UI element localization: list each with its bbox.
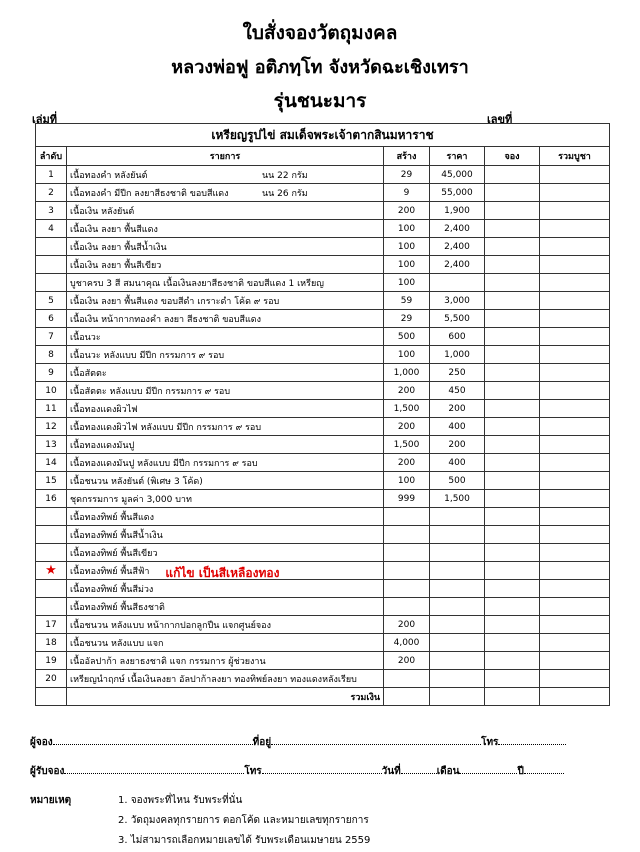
- price: 600: [430, 328, 485, 346]
- price: 45,000: [430, 166, 485, 184]
- reserve-cell[interactable]: [485, 652, 540, 670]
- table-row: [36, 418, 610, 436]
- item-description-cell: [67, 454, 384, 472]
- total-cell[interactable]: [540, 364, 610, 382]
- column-header-total: รวมบูชา: [540, 147, 610, 166]
- receiver-label: ผู้รับจอง: [30, 766, 65, 777]
- reserve-cell[interactable]: [485, 436, 540, 454]
- price: [430, 274, 485, 292]
- reserve-cell[interactable]: [485, 328, 540, 346]
- table-row: [36, 616, 610, 634]
- price: [430, 616, 485, 634]
- item-description: เหรียญนำฤกษ์ เนื้อเงินลงยา อัลปาก้าลงยา ทองทิพย์ลงยา ทองแดงหลังเรียบ: [70, 674, 357, 685]
- order-table: [35, 123, 610, 706]
- item-description-cell: [67, 634, 384, 652]
- quantity-created: 100: [384, 256, 430, 274]
- price: [430, 562, 485, 580]
- reserve-cell[interactable]: [485, 634, 540, 652]
- total-cell[interactable]: [540, 328, 610, 346]
- item-description-cell: [67, 166, 384, 184]
- quantity-created: 1,000: [384, 364, 430, 382]
- notes-label: หมายเหตุ: [30, 795, 72, 806]
- item-description: เนื้อชนวน หลังแบบ หน้ากากปอกลูกปืน แจกศูนย์จอง: [70, 620, 271, 631]
- table-row: [36, 202, 610, 220]
- table-row: [36, 490, 610, 508]
- table-row: [36, 562, 610, 580]
- reserve-cell[interactable]: [485, 184, 540, 202]
- total-amount-cell[interactable]: [540, 688, 610, 706]
- item-description: เนื้อทองทิพย์ พื้นสีแดง: [70, 512, 154, 523]
- table-row: [36, 166, 610, 184]
- form-subtitle: หลวงพ่อฟู อติภทฺโท จังหวัดฉะเชิงเทรา: [171, 57, 469, 78]
- item-description-cell: [67, 256, 384, 274]
- quantity-created: 200: [384, 652, 430, 670]
- quantity-created: 29: [384, 310, 430, 328]
- item-description: เนื้อนวะ: [70, 332, 101, 343]
- item-description-cell: [67, 544, 384, 562]
- row-number: 3: [36, 202, 67, 220]
- item-description: เนื้อทองทิพย์ พื้นสีเขียว: [70, 548, 158, 559]
- quantity-created: 200: [384, 382, 430, 400]
- table-row: [36, 670, 610, 688]
- item-description-cell: [67, 670, 384, 688]
- row-number: 8: [36, 346, 67, 364]
- row-number: 4: [36, 220, 67, 238]
- total-cell[interactable]: [540, 616, 610, 634]
- item-description: เนื้อทองแดงผิวไฟ: [70, 404, 138, 415]
- item-description: เนื้อทองทิพย์ พื้นสีน้ำเงิน: [70, 530, 163, 541]
- serial-number-label: เลขที่: [487, 113, 513, 126]
- phone-field[interactable]: [498, 735, 566, 745]
- quantity-created: [384, 508, 430, 526]
- quantity-created: [384, 562, 430, 580]
- item-description: เนื้อทองแดงมันปู หลังแบบ มีปีก กรรมการ ๙ รอบ: [70, 458, 258, 469]
- row-number: 6: [36, 310, 67, 328]
- item-description-cell: [67, 274, 384, 292]
- item-description-cell: [67, 346, 384, 364]
- booker-field[interactable]: [53, 735, 253, 745]
- reserve-cell[interactable]: [485, 616, 540, 634]
- quantity-created: 500: [384, 328, 430, 346]
- reserve-cell[interactable]: [485, 418, 540, 436]
- total-cell[interactable]: [540, 346, 610, 364]
- table-row: [36, 454, 610, 472]
- total-cell[interactable]: [540, 400, 610, 418]
- table-row: [36, 310, 610, 328]
- price: 2,400: [430, 238, 485, 256]
- item-description: เนื้อเงิน ลงยา พื้นสีน้ำเงิน: [70, 242, 167, 253]
- price: 500: [430, 472, 485, 490]
- item-description: เนื้อทองคำ มีปีก ลงยาสีธงชาติ ขอบสีแดง: [70, 188, 229, 199]
- table-row: [36, 508, 610, 526]
- year-field[interactable]: [524, 764, 564, 774]
- item-weight: นน 26 กรัม: [262, 188, 308, 199]
- reserve-cell[interactable]: [485, 670, 540, 688]
- price: [430, 544, 485, 562]
- quantity-created: 100: [384, 274, 430, 292]
- table-row: [36, 274, 610, 292]
- table-row: [36, 346, 610, 364]
- item-description-cell: [67, 220, 384, 238]
- item-description-cell: [67, 562, 384, 580]
- total-cell[interactable]: [540, 166, 610, 184]
- reserve-cell[interactable]: [485, 508, 540, 526]
- table-row: [36, 184, 610, 202]
- item-description-cell: [67, 652, 384, 670]
- item-description: เนื้ออัลปาก้า ลงยาธงชาติ แจก กรรมการ ผู้ช่วยงาน: [70, 656, 266, 667]
- month-label: เดือน: [436, 766, 460, 777]
- reserve-cell[interactable]: [485, 238, 540, 256]
- total-cell[interactable]: [540, 310, 610, 328]
- price: 5,500: [430, 310, 485, 328]
- price: 1,900: [430, 202, 485, 220]
- price: [430, 580, 485, 598]
- quantity-created: 100: [384, 238, 430, 256]
- table-row: [36, 598, 610, 616]
- item-description-cell: [67, 472, 384, 490]
- total-cell[interactable]: [540, 418, 610, 436]
- year-label: ปี: [517, 766, 524, 777]
- total-cell[interactable]: [540, 472, 610, 490]
- quantity-created: 200: [384, 418, 430, 436]
- series-name: รุ่นชนะมาร: [273, 90, 367, 112]
- quantity-created: [384, 526, 430, 544]
- row-number: [36, 274, 67, 292]
- total-cell[interactable]: [540, 634, 610, 652]
- total-cell[interactable]: [540, 580, 610, 598]
- item-description-cell: [67, 184, 384, 202]
- price: 1,000: [430, 346, 485, 364]
- row-number: 5: [36, 292, 67, 310]
- item-description-cell: [67, 238, 384, 256]
- item-description-cell: [67, 526, 384, 544]
- table-row: [36, 400, 610, 418]
- row-number: 12: [36, 418, 67, 436]
- quantity-created: 200: [384, 202, 430, 220]
- reserve-cell[interactable]: [485, 220, 540, 238]
- item-description: เนื้อทองคำ หลังยันต์: [70, 170, 148, 181]
- item-description-cell: [67, 382, 384, 400]
- quantity-created: 1,500: [384, 436, 430, 454]
- table-caption: เหรียญรูปไข่ สมเด็จพระเจ้าตากสินมหาราช: [36, 124, 610, 147]
- column-header-qty: สร้าง: [384, 147, 430, 166]
- reserve-cell[interactable]: [485, 490, 540, 508]
- item-description: เนื้อสัตตะ: [70, 368, 107, 379]
- price: 400: [430, 418, 485, 436]
- row-number: [36, 526, 67, 544]
- table-row: [36, 634, 610, 652]
- price: [430, 670, 485, 688]
- item-description: เนื้อทองทิพย์ พื้นสีธงชาติ: [70, 602, 165, 613]
- reserve-cell[interactable]: [485, 544, 540, 562]
- item-description-cell: [67, 508, 384, 526]
- price: 55,000: [430, 184, 485, 202]
- item-description: เนื้อเงิน ลงยา พื้นสีแดง ขอบสีดำ เกราะดำ โค้ด ๙ รอบ: [70, 296, 280, 307]
- item-description: เนื้อเงิน หน้ากากทองคำ ลงยา สีธงชาติ ขอบสีแดง: [70, 314, 262, 325]
- row-number: 15: [36, 472, 67, 490]
- row-number: [36, 508, 67, 526]
- quantity-created: 999: [384, 490, 430, 508]
- table-row: [36, 652, 610, 670]
- total-cell[interactable]: [540, 274, 610, 292]
- reserve-cell[interactable]: [485, 400, 540, 418]
- item-description: เนื้อทองทิพย์ พื้นสีฟ้า: [70, 566, 150, 577]
- quantity-created: 100: [384, 346, 430, 364]
- total-cell[interactable]: [540, 490, 610, 508]
- note-item: 3. ไม่สามารถเลือกหมายเลขได้ รับพระเดือนเมษายน 2559: [118, 835, 371, 846]
- table-header-row: [36, 147, 610, 166]
- total-cell[interactable]: [540, 544, 610, 562]
- price: 2,400: [430, 220, 485, 238]
- address-field[interactable]: [271, 735, 481, 745]
- total-cell[interactable]: [540, 220, 610, 238]
- item-description-cell: [67, 310, 384, 328]
- total-cell[interactable]: [540, 292, 610, 310]
- quantity-created: 200: [384, 616, 430, 634]
- total-cell[interactable]: [540, 436, 610, 454]
- item-description-cell: [67, 418, 384, 436]
- reserve-cell[interactable]: [485, 310, 540, 328]
- column-header-no: ลำดับ: [36, 147, 67, 166]
- item-description-cell: [67, 292, 384, 310]
- item-description-cell: [67, 616, 384, 634]
- table-row: [36, 256, 610, 274]
- table-row: [36, 526, 610, 544]
- table-row: [36, 292, 610, 310]
- table-row: [36, 472, 610, 490]
- item-description-cell: [67, 490, 384, 508]
- price: [430, 598, 485, 616]
- item-weight: นน 22 กรัม: [262, 170, 308, 181]
- reserve-cell[interactable]: [485, 562, 540, 580]
- quantity-created: 100: [384, 472, 430, 490]
- reserve-cell[interactable]: [485, 598, 540, 616]
- row-number: 20: [36, 670, 67, 688]
- reserve-cell[interactable]: [485, 346, 540, 364]
- reserve-cell[interactable]: [485, 256, 540, 274]
- price: [430, 526, 485, 544]
- reserve-cell[interactable]: [485, 274, 540, 292]
- price: 250: [430, 364, 485, 382]
- receiver-line: [30, 764, 564, 779]
- item-description-cell: [67, 580, 384, 598]
- item-description: เนื้อเงิน ลงยา พื้นสีแดง: [70, 224, 158, 235]
- row-number: 13: [36, 436, 67, 454]
- row-number: 1: [36, 166, 67, 184]
- booker-label: ผู้จอง: [30, 737, 53, 748]
- item-description-cell: [67, 202, 384, 220]
- column-header-item: รายการ: [67, 147, 384, 166]
- quantity-created: [384, 544, 430, 562]
- total-cell[interactable]: [540, 382, 610, 400]
- item-description: เนื้อทองทิพย์ พื้นสีม่วง: [70, 584, 154, 595]
- price: 200: [430, 400, 485, 418]
- quantity-created: 29: [384, 166, 430, 184]
- total-cell[interactable]: [540, 202, 610, 220]
- table-row: [36, 544, 610, 562]
- row-number: 14: [36, 454, 67, 472]
- row-number: 18: [36, 634, 67, 652]
- item-description: เนื้อเงิน หลังยันต์: [70, 206, 135, 217]
- star-icon: ★: [36, 562, 67, 580]
- quantity-created: 200: [384, 454, 430, 472]
- reserve-cell[interactable]: [485, 202, 540, 220]
- column-header-reserve: จอง: [485, 147, 540, 166]
- total-cell[interactable]: [540, 598, 610, 616]
- reserve-cell[interactable]: [485, 472, 540, 490]
- item-description-cell: [67, 436, 384, 454]
- item-description: เนื้อเงิน ลงยา พื้นสีเขียว: [70, 260, 162, 271]
- total-cell[interactable]: [540, 670, 610, 688]
- row-number: [36, 256, 67, 274]
- quantity-created: 9: [384, 184, 430, 202]
- row-number: 9: [36, 364, 67, 382]
- price: 3,000: [430, 292, 485, 310]
- row-number: 19: [36, 652, 67, 670]
- correction-note: แก้ไข เป็นสีเหลืองทอง: [165, 565, 280, 580]
- table-row: [36, 238, 610, 256]
- receiver-phone-label: โทร: [244, 766, 262, 777]
- item-description-cell: [67, 364, 384, 382]
- table-row: [36, 580, 610, 598]
- price: 450: [430, 382, 485, 400]
- price: [430, 652, 485, 670]
- price: 200: [430, 436, 485, 454]
- reserve-cell[interactable]: [485, 526, 540, 544]
- total-cell[interactable]: [540, 256, 610, 274]
- row-number: [36, 598, 67, 616]
- row-number: 2: [36, 184, 67, 202]
- table-row: [36, 364, 610, 382]
- table-row: [36, 382, 610, 400]
- quantity-created: 59: [384, 292, 430, 310]
- booker-line: [30, 735, 566, 750]
- table-row: [36, 328, 610, 346]
- total-cell[interactable]: [540, 508, 610, 526]
- item-description: เนื้อชนวน หลังแบบ แจก: [70, 638, 164, 649]
- row-number: 11: [36, 400, 67, 418]
- quantity-created: 100: [384, 220, 430, 238]
- reserve-cell[interactable]: [485, 580, 540, 598]
- item-description: เนื้อชนวน หลังยันต์ (พิเศษ 3 โค้ด): [70, 476, 203, 487]
- row-number: 7: [36, 328, 67, 346]
- item-description: เนื้อทองแดงมันปู: [70, 440, 135, 451]
- item-description: เนื้อสัตตะ หลังแบบ มีปีก กรรมการ ๙ รอบ: [70, 386, 231, 397]
- row-number: 16: [36, 490, 67, 508]
- table-row: [36, 220, 610, 238]
- month-field[interactable]: [459, 764, 517, 774]
- table-row: [36, 436, 610, 454]
- price: 2,400: [430, 256, 485, 274]
- quantity-created: 4,000: [384, 634, 430, 652]
- row-number: 17: [36, 616, 67, 634]
- total-cell[interactable]: [540, 652, 610, 670]
- item-description-cell: [67, 400, 384, 418]
- total-cell[interactable]: [540, 562, 610, 580]
- receiver-field[interactable]: [64, 764, 244, 774]
- form-title: ใบสั่งจองวัตถุมงคล: [242, 22, 398, 44]
- price: [430, 508, 485, 526]
- row-number: [36, 544, 67, 562]
- quantity-created: [384, 598, 430, 616]
- note-item: 2. วัดถุมงคลทุกรายการ ตอกโค้ด และหมายเลขทุกรายการ: [118, 815, 369, 826]
- row-number: [36, 238, 67, 256]
- total-cell[interactable]: [540, 526, 610, 544]
- reserve-cell[interactable]: [485, 166, 540, 184]
- item-description: เนื้อทองแดงผิวไฟ หลังแบบ มีปีก กรรมการ ๙ รอบ: [70, 422, 262, 433]
- phone-label: โทร: [481, 737, 499, 748]
- date-label: วันที่: [381, 766, 401, 777]
- book-number-label: เล่มที่: [32, 113, 58, 126]
- reserve-cell[interactable]: [485, 454, 540, 472]
- total-cell[interactable]: [540, 238, 610, 256]
- reserve-cell[interactable]: [485, 292, 540, 310]
- reserve-cell[interactable]: [485, 364, 540, 382]
- quantity-created: [384, 580, 430, 598]
- date-field[interactable]: [401, 764, 437, 774]
- receiver-phone-field[interactable]: [262, 764, 382, 774]
- total-label: รวมเงิน: [67, 688, 384, 706]
- note-item: 1. จองพระที่ไหน รับพระที่นั่น: [118, 795, 243, 806]
- row-number: 10: [36, 382, 67, 400]
- total-cell[interactable]: [540, 184, 610, 202]
- price: [430, 634, 485, 652]
- row-number: [36, 580, 67, 598]
- price: 400: [430, 454, 485, 472]
- quantity-created: [384, 670, 430, 688]
- price: 1,500: [430, 490, 485, 508]
- column-header-price: ราคา: [430, 147, 485, 166]
- total-reserve-cell[interactable]: [485, 688, 540, 706]
- reserve-cell[interactable]: [485, 382, 540, 400]
- total-row: [36, 688, 610, 706]
- item-description: ชุดกรรมการ มูลค่า 3,000 บาท: [70, 494, 192, 505]
- item-description: เนื้อนวะ หลังแบบ มีปีก กรรมการ ๙ รอบ: [70, 350, 225, 361]
- total-cell[interactable]: [540, 454, 610, 472]
- item-description: บูชาครบ 3 สี สมนาคุณ เนื้อเงินลงยาสีธงชาติ ขอบสีแดง 1 เหรียญ: [70, 278, 324, 289]
- item-description-cell: [67, 598, 384, 616]
- item-description-cell: [67, 328, 384, 346]
- address-label: ที่อยู่: [252, 737, 272, 748]
- quantity-created: 1,500: [384, 400, 430, 418]
